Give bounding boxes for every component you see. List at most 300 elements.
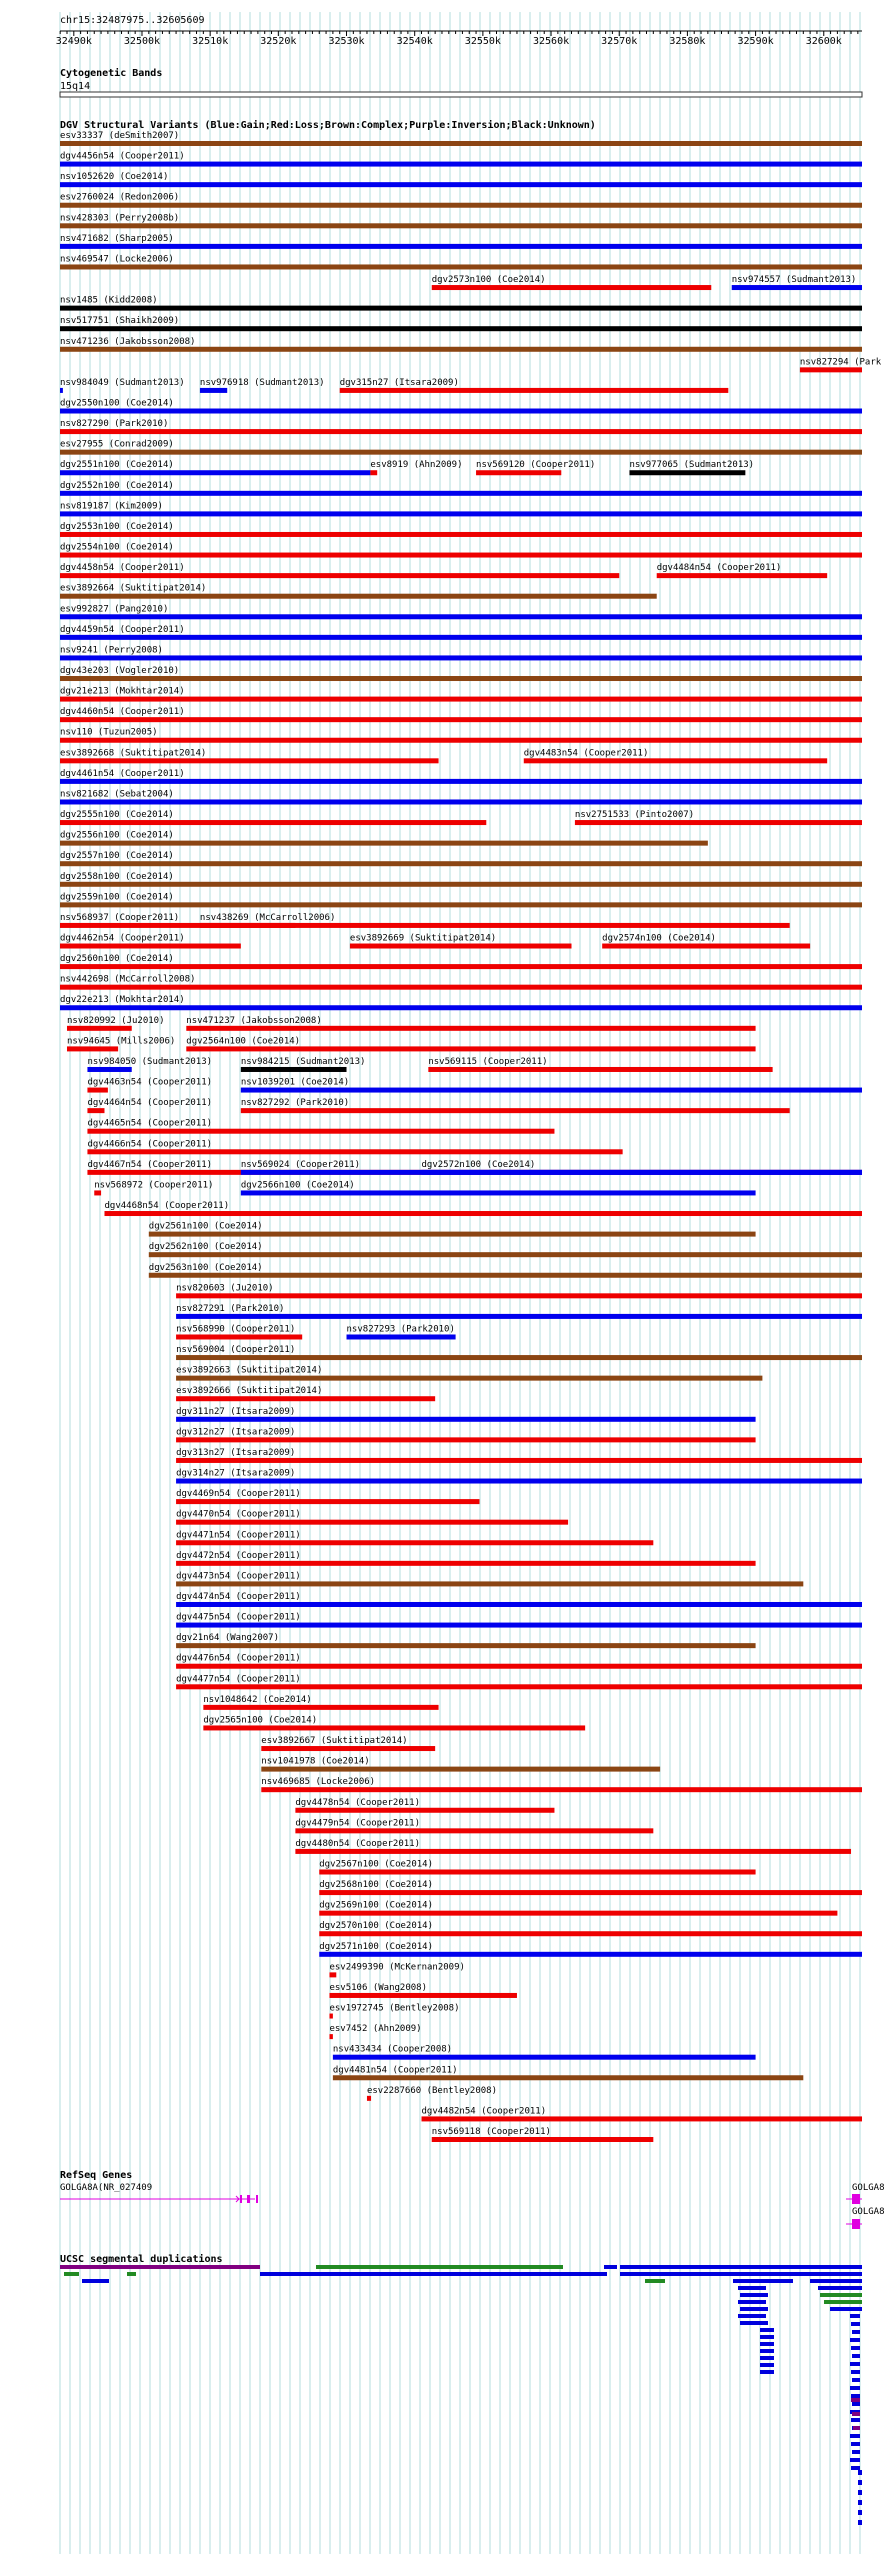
dgv-feature-bar[interactable] bbox=[350, 944, 572, 949]
dgv-feature-bar[interactable] bbox=[60, 758, 439, 763]
segdup-feature[interactable] bbox=[858, 2510, 862, 2515]
dgv-feature-label[interactable]: nsv517751 (Shaikh2009) bbox=[60, 316, 180, 327]
segdup-feature[interactable] bbox=[738, 2286, 766, 2290]
dgv-feature-label[interactable]: nsv1485 (Kidd2008) bbox=[60, 295, 158, 306]
segdup-feature[interactable] bbox=[740, 2321, 768, 2325]
dgv-feature-label[interactable]: nsv568937 (Cooper2011) bbox=[60, 912, 180, 923]
segdup-feature[interactable] bbox=[740, 2307, 768, 2311]
dgv-feature-bar[interactable] bbox=[319, 1890, 862, 1895]
dgv-feature-label[interactable]: nsv569004 (Cooper2011) bbox=[176, 1345, 296, 1356]
dgv-feature-label[interactable]: dgv2557n100 (Coe2014) bbox=[60, 851, 174, 862]
dgv-feature-bar[interactable] bbox=[176, 1355, 862, 1360]
segdup-feature[interactable] bbox=[620, 2272, 862, 2276]
dgv-feature-bar[interactable] bbox=[241, 1088, 862, 1093]
segdup-feature[interactable] bbox=[604, 2265, 617, 2269]
gene-exon[interactable] bbox=[256, 2195, 258, 2203]
dgv-feature-label[interactable]: dgv2565n100 (Coe2014) bbox=[203, 1715, 318, 1726]
dgv-feature-bar[interactable] bbox=[60, 409, 862, 414]
dgv-feature-label[interactable]: dgv2559n100 (Coe2014) bbox=[60, 892, 174, 903]
refseq-gene-label-right-1[interactable]: GOLGA8 bbox=[852, 2183, 885, 2193]
dgv-feature-label[interactable]: dgv4461n54 (Cooper2011) bbox=[60, 768, 185, 779]
dgv-feature-label[interactable]: nsv94645 (Mills2006) bbox=[66, 1036, 176, 1047]
dgv-feature-label[interactable]: nsv820992 (Ju2010) bbox=[66, 1015, 165, 1026]
dgv-feature-bar[interactable] bbox=[176, 1643, 756, 1648]
dgv-feature-bar[interactable] bbox=[60, 573, 619, 578]
dgv-feature-bar[interactable] bbox=[60, 985, 862, 990]
dgv-feature-label[interactable]: nsv1052620 (Coe2014) bbox=[60, 172, 169, 183]
segdup-feature[interactable] bbox=[853, 2426, 860, 2430]
dgv-feature-label[interactable]: nsv471236 (Jakobsson2008) bbox=[60, 336, 196, 347]
segdup-feature[interactable] bbox=[852, 2354, 860, 2358]
dgv-feature-label[interactable]: dgv4480n54 (Cooper2011) bbox=[295, 1838, 421, 1849]
dgv-feature-label[interactable]: nsv827293 (Park2010) bbox=[346, 1324, 455, 1335]
dgv-feature-bar[interactable] bbox=[87, 1149, 622, 1154]
dgv-feature-label[interactable]: dgv4465n54 (Cooper2011) bbox=[87, 1118, 213, 1129]
segdup-feature[interactable] bbox=[760, 2363, 774, 2367]
segdup-feature[interactable] bbox=[316, 2265, 563, 2269]
dgv-feature-bar[interactable] bbox=[60, 882, 862, 887]
segdup-feature[interactable] bbox=[851, 2418, 860, 2422]
dgv-feature-bar[interactable] bbox=[333, 2055, 756, 2060]
segdup-feature[interactable] bbox=[851, 2398, 860, 2402]
dgv-feature-bar[interactable] bbox=[422, 2116, 862, 2121]
dgv-feature-label[interactable]: esv2287660 (Bentley2008) bbox=[366, 2085, 498, 2096]
dgv-feature-bar[interactable] bbox=[60, 264, 862, 269]
dgv-feature-label[interactable]: nsv827294 (Park bbox=[799, 357, 882, 368]
dgv-feature-bar[interactable] bbox=[87, 1067, 131, 1072]
dgv-feature-label[interactable]: dgv2563n100 (Coe2014) bbox=[148, 1262, 263, 1273]
segdup-feature[interactable] bbox=[851, 2442, 860, 2446]
dgv-feature-bar[interactable] bbox=[60, 861, 862, 866]
refseq-gene-label-left[interactable]: GOLGA8A(NR_027409 bbox=[60, 2183, 153, 2193]
dgv-feature-bar[interactable] bbox=[60, 820, 486, 825]
dgv-feature-bar[interactable] bbox=[87, 1129, 554, 1134]
dgv-feature-bar[interactable] bbox=[176, 1437, 756, 1442]
dgv-feature-label[interactable]: dgv2552n100 (Coe2014) bbox=[60, 480, 174, 491]
dgv-feature-bar[interactable] bbox=[60, 532, 862, 537]
dgv-feature-bar[interactable] bbox=[186, 1026, 755, 1031]
dgv-feature-bar[interactable] bbox=[60, 182, 862, 187]
segdup-feature[interactable] bbox=[852, 2412, 860, 2416]
dgv-feature-bar[interactable] bbox=[60, 594, 657, 599]
segdup-feature[interactable] bbox=[760, 2335, 774, 2339]
dgv-feature-bar[interactable] bbox=[176, 1664, 862, 1669]
segdup-feature[interactable] bbox=[851, 2466, 860, 2470]
dgv-feature-bar[interactable] bbox=[329, 1993, 516, 1998]
dgv-feature-bar[interactable] bbox=[176, 1479, 862, 1484]
dgv-feature-label[interactable]: dgv4472n54 (Cooper2011) bbox=[176, 1550, 301, 1561]
dgv-feature-bar[interactable] bbox=[732, 285, 862, 290]
segdup-feature[interactable] bbox=[851, 2370, 860, 2374]
dgv-feature-bar[interactable] bbox=[241, 1190, 756, 1195]
dgv-feature-bar[interactable] bbox=[241, 1108, 790, 1113]
dgv-feature-label[interactable]: dgv4484n54 (Cooper2011) bbox=[656, 563, 782, 574]
dgv-feature-label[interactable]: dgv2554n100 (Coe2014) bbox=[60, 542, 174, 553]
dgv-feature-bar[interactable] bbox=[60, 738, 862, 743]
dgv-feature-bar[interactable] bbox=[176, 1581, 803, 1586]
dgv-feature-bar[interactable] bbox=[295, 1849, 851, 1854]
dgv-feature-bar[interactable] bbox=[60, 511, 862, 516]
segdup-feature[interactable] bbox=[852, 2330, 860, 2334]
dgv-feature-bar[interactable] bbox=[370, 470, 377, 475]
dgv-feature-label[interactable]: nsv438269 (McCarroll2006) bbox=[199, 912, 336, 923]
segdup-feature[interactable] bbox=[127, 2272, 136, 2276]
dgv-feature-label[interactable]: esv8919 (Ahn2009) bbox=[370, 460, 463, 471]
dgv-feature-label[interactable]: dgv4469n54 (Cooper2011) bbox=[176, 1489, 301, 1500]
dgv-feature-bar[interactable] bbox=[60, 717, 862, 722]
segdup-feature[interactable] bbox=[850, 2362, 860, 2366]
dgv-feature-label[interactable]: nsv471682 (Sharp2005) bbox=[60, 233, 174, 244]
dgv-feature-label[interactable]: dgv4481n54 (Cooper2011) bbox=[332, 2065, 458, 2076]
dgv-feature-label[interactable]: nsv827291 (Park2010) bbox=[176, 1303, 285, 1314]
dgv-feature-bar[interactable] bbox=[87, 1088, 107, 1093]
dgv-feature-label[interactable]: esv2499390 (McKernan2009) bbox=[329, 1962, 465, 1973]
dgv-feature-bar[interactable] bbox=[422, 1170, 862, 1175]
dgv-feature-label[interactable]: dgv2551n100 (Coe2014) bbox=[60, 460, 174, 471]
dgv-feature-label[interactable]: dgv2573n100 (Coe2014) bbox=[431, 275, 546, 286]
segdup-feature[interactable] bbox=[818, 2286, 862, 2290]
segdup-feature[interactable] bbox=[858, 2470, 862, 2475]
segdup-feature[interactable] bbox=[830, 2307, 862, 2311]
dgv-feature-label[interactable]: nsv569024 (Cooper2011) bbox=[240, 1159, 361, 1170]
dgv-feature-label[interactable]: dgv4478n54 (Cooper2011) bbox=[295, 1797, 421, 1808]
dgv-feature-label[interactable]: dgv4467n54 (Cooper2011) bbox=[87, 1159, 213, 1170]
segdup-feature[interactable] bbox=[850, 2314, 860, 2318]
dgv-feature-label[interactable]: dgv315n27 (Itsara2009) bbox=[339, 377, 459, 388]
dgv-feature-bar[interactable] bbox=[149, 1252, 862, 1257]
dgv-feature-bar[interactable] bbox=[60, 223, 862, 228]
dgv-feature-bar[interactable] bbox=[60, 779, 862, 784]
segdup-feature[interactable] bbox=[620, 2265, 862, 2269]
segdup-feature[interactable] bbox=[858, 2490, 862, 2495]
dgv-feature-label[interactable]: dgv2558n100 (Coe2014) bbox=[60, 871, 174, 882]
dgv-feature-bar[interactable] bbox=[295, 1828, 653, 1833]
dgv-feature-bar[interactable] bbox=[60, 923, 790, 928]
dgv-feature-label[interactable]: nsv819187 (Kim2009) bbox=[60, 501, 163, 512]
dgv-feature-label[interactable]: dgv4464n54 (Cooper2011) bbox=[87, 1098, 213, 1109]
dgv-feature-label[interactable]: esv5106 (Wang2008) bbox=[329, 1982, 428, 1993]
segdup-feature[interactable] bbox=[738, 2314, 766, 2318]
dgv-feature-bar[interactable] bbox=[176, 1684, 862, 1689]
dgv-feature-bar[interactable] bbox=[340, 388, 729, 393]
dgv-feature-label[interactable]: dgv2571n100 (Coe2014) bbox=[319, 1941, 434, 1952]
dgv-feature-label[interactable]: nsv984049 (Sudmant2013) bbox=[60, 377, 185, 388]
dgv-feature-bar[interactable] bbox=[524, 758, 827, 763]
segdup-feature[interactable] bbox=[851, 2346, 860, 2350]
segdup-feature[interactable] bbox=[820, 2293, 862, 2297]
dgv-feature-label[interactable]: esv3892666 (Suktitipat2014) bbox=[176, 1386, 323, 1397]
segdup-feature[interactable] bbox=[760, 2328, 774, 2332]
dgv-feature-bar[interactable] bbox=[333, 2075, 803, 2080]
dgv-feature-label[interactable]: nsv569120 (Cooper2011) bbox=[476, 460, 596, 471]
dgv-feature-bar[interactable] bbox=[60, 697, 862, 702]
segdup-feature[interactable] bbox=[60, 2265, 260, 2269]
dgv-feature-label[interactable]: nsv827292 (Park2010) bbox=[240, 1098, 350, 1109]
gene-exon[interactable] bbox=[247, 2195, 250, 2203]
dgv-feature-bar[interactable] bbox=[629, 470, 745, 475]
dgv-feature-label[interactable]: dgv4471n54 (Cooper2011) bbox=[176, 1530, 301, 1541]
dgv-feature-label[interactable]: dgv2570n100 (Coe2014) bbox=[319, 1921, 434, 1932]
dgv-feature-bar[interactable] bbox=[104, 1211, 862, 1216]
dgv-feature-bar[interactable] bbox=[176, 1602, 862, 1607]
dgv-feature-bar[interactable] bbox=[295, 1808, 554, 1813]
dgv-feature-label[interactable]: dgv2567n100 (Coe2014) bbox=[319, 1859, 434, 1870]
dgv-feature-label[interactable]: nsv569115 (Cooper2011) bbox=[428, 1056, 548, 1067]
dgv-feature-bar[interactable] bbox=[176, 1458, 862, 1463]
dgv-feature-label[interactable]: esv3892663 (Suktitipat2014) bbox=[176, 1365, 323, 1376]
segdup-feature[interactable] bbox=[858, 2500, 862, 2505]
dgv-feature-bar[interactable] bbox=[203, 1705, 438, 1710]
dgv-feature-label[interactable]: dgv4468n54 (Cooper2011) bbox=[104, 1201, 230, 1212]
dgv-feature-label[interactable]: nsv1041978 (Coe2014) bbox=[261, 1756, 370, 1767]
dgv-feature-bar[interactable] bbox=[60, 162, 862, 167]
dgv-feature-bar[interactable] bbox=[176, 1396, 435, 1401]
dgv-feature-label[interactable]: dgv2561n100 (Coe2014) bbox=[148, 1221, 263, 1232]
dgv-feature-label[interactable]: dgv4459n54 (Cooper2011) bbox=[60, 624, 185, 635]
dgv-feature-bar[interactable] bbox=[60, 902, 862, 907]
dgv-feature-bar[interactable] bbox=[149, 1232, 756, 1237]
dgv-feature-label[interactable]: dgv4476n54 (Cooper2011) bbox=[176, 1653, 301, 1664]
dgv-feature-label[interactable]: nsv569118 (Cooper2011) bbox=[431, 2127, 551, 2137]
dgv-feature-bar[interactable] bbox=[176, 1293, 862, 1298]
dgv-feature-bar[interactable] bbox=[60, 676, 862, 681]
dgv-feature-label[interactable]: dgv2568n100 (Coe2014) bbox=[319, 1880, 434, 1891]
dgv-feature-bar[interactable] bbox=[329, 2034, 332, 2039]
dgv-feature-label[interactable]: nsv9241 (Perry2008) bbox=[60, 645, 163, 656]
dgv-feature-label[interactable]: nsv820603 (Ju2010) bbox=[176, 1283, 274, 1294]
dgv-feature-bar[interactable] bbox=[176, 1520, 568, 1525]
segdup-feature[interactable] bbox=[850, 2338, 860, 2342]
segdup-feature[interactable] bbox=[760, 2356, 774, 2360]
dgv-feature-label[interactable]: dgv4463n54 (Cooper2011) bbox=[87, 1077, 213, 1088]
dgv-feature-bar[interactable] bbox=[60, 203, 862, 208]
dgv-feature-label[interactable]: esv3892664 (Suktitipat2014) bbox=[60, 583, 207, 594]
dgv-feature-label[interactable]: nsv1039201 (Coe2014) bbox=[240, 1077, 350, 1088]
dgv-feature-bar[interactable] bbox=[176, 1499, 479, 1504]
dgv-feature-label[interactable]: dgv2564n100 (Coe2014) bbox=[186, 1036, 301, 1047]
dgv-feature-label[interactable]: dgv314n27 (Itsara2009) bbox=[176, 1468, 296, 1479]
dgv-feature-bar[interactable] bbox=[319, 1869, 755, 1874]
dgv-feature-bar[interactable] bbox=[319, 1931, 862, 1936]
dgv-feature-bar[interactable] bbox=[60, 470, 370, 475]
dgv-feature-label[interactable]: esv3892668 (Suktitipat2014) bbox=[60, 748, 207, 759]
dgv-feature-bar[interactable] bbox=[60, 347, 862, 352]
dgv-feature-bar[interactable] bbox=[319, 1952, 862, 1957]
dgv-feature-label[interactable]: dgv4456n54 (Cooper2011) bbox=[60, 151, 185, 162]
dgv-feature-label[interactable]: dgv22e213 (Mokhtar2014) bbox=[60, 995, 185, 1006]
segdup-feature[interactable] bbox=[852, 2450, 860, 2454]
dgv-feature-label[interactable]: dgv2574n100 (Coe2014) bbox=[602, 933, 716, 944]
dgv-feature-bar[interactable] bbox=[203, 1725, 585, 1730]
segdup-feature[interactable] bbox=[850, 2458, 860, 2462]
dgv-feature-bar[interactable] bbox=[367, 2096, 371, 2101]
dgv-feature-bar[interactable] bbox=[60, 491, 862, 496]
dgv-feature-label[interactable]: nsv469685 (Locke2006) bbox=[261, 1777, 376, 1788]
dgv-feature-bar[interactable] bbox=[176, 1314, 862, 1319]
segdup-feature[interactable] bbox=[852, 2378, 860, 2382]
segdup-feature[interactable] bbox=[824, 2300, 862, 2304]
dgv-feature-bar[interactable] bbox=[329, 2014, 332, 2019]
segdup-feature[interactable] bbox=[850, 2386, 860, 2390]
dgv-feature-label[interactable]: dgv4477n54 (Cooper2011) bbox=[176, 1674, 301, 1685]
dgv-feature-label[interactable]: dgv2550n100 (Coe2014) bbox=[60, 398, 174, 409]
dgv-feature-bar[interactable] bbox=[60, 306, 862, 311]
dgv-feature-label[interactable]: nsv469547 (Locke2006) bbox=[60, 254, 174, 265]
dgv-feature-label[interactable]: nsv1048642 (Coe2014) bbox=[203, 1694, 312, 1705]
dgv-feature-label[interactable]: dgv4479n54 (Cooper2011) bbox=[295, 1818, 421, 1829]
dgv-feature-bar[interactable] bbox=[800, 367, 862, 372]
dgv-feature-label[interactable]: esv27955 (Conrad2009) bbox=[60, 439, 174, 450]
dgv-feature-bar[interactable] bbox=[432, 2137, 654, 2142]
dgv-feature-bar[interactable] bbox=[94, 1190, 101, 1195]
dgv-feature-label[interactable]: nsv568972 (Cooper2011) bbox=[94, 1180, 214, 1191]
dgv-feature-bar[interactable] bbox=[602, 944, 810, 949]
dgv-feature-bar[interactable] bbox=[60, 429, 862, 434]
segdup-feature[interactable] bbox=[858, 2480, 862, 2485]
dgv-feature-bar[interactable] bbox=[60, 944, 241, 949]
dgv-feature-bar[interactable] bbox=[329, 1972, 336, 1977]
dgv-feature-label[interactable]: dgv2569n100 (Coe2014) bbox=[319, 1900, 434, 1911]
dgv-feature-bar[interactable] bbox=[60, 326, 862, 331]
dgv-feature-label[interactable]: dgv43e203 (Vogler2010) bbox=[60, 666, 180, 677]
segdup-feature[interactable] bbox=[760, 2349, 774, 2353]
dgv-feature-bar[interactable] bbox=[60, 388, 63, 393]
segdup-feature[interactable] bbox=[738, 2300, 766, 2304]
dgv-feature-label[interactable]: dgv21e213 (Mokhtar2014) bbox=[60, 686, 185, 697]
dgv-feature-bar[interactable] bbox=[657, 573, 827, 578]
dgv-feature-label[interactable]: dgv4475n54 (Cooper2011) bbox=[176, 1612, 301, 1623]
segdup-feature[interactable] bbox=[760, 2342, 774, 2346]
dgv-feature-bar[interactable] bbox=[60, 141, 862, 146]
dgv-feature-bar[interactable] bbox=[347, 1334, 456, 1339]
dgv-feature-label[interactable]: nsv110 (Tuzun2005) bbox=[60, 727, 158, 738]
dgv-feature-bar[interactable] bbox=[200, 923, 295, 928]
dgv-feature-label[interactable]: nsv821682 (Sebat2004) bbox=[60, 789, 174, 800]
dgv-feature-bar[interactable] bbox=[60, 244, 862, 249]
dgv-feature-bar[interactable] bbox=[60, 799, 862, 804]
segdup-feature[interactable] bbox=[852, 2402, 860, 2406]
dgv-feature-label[interactable]: dgv4474n54 (Cooper2011) bbox=[176, 1591, 301, 1602]
dgv-feature-bar[interactable] bbox=[60, 450, 862, 455]
dgv-feature-label[interactable]: nsv976918 (Sudmant2013) bbox=[199, 377, 325, 388]
dgv-feature-label[interactable]: esv1972745 (Bentley2008) bbox=[329, 2003, 460, 2014]
dgv-feature-label[interactable]: dgv312n27 (Itsara2009) bbox=[176, 1427, 296, 1438]
dgv-feature-label[interactable]: dgv21n64 (Wang2007) bbox=[176, 1633, 280, 1644]
dgv-feature-bar[interactable] bbox=[261, 1767, 660, 1772]
dgv-feature-label[interactable]: dgv4482n54 (Cooper2011) bbox=[421, 2106, 547, 2117]
segdup-feature[interactable] bbox=[260, 2272, 607, 2276]
dgv-feature-label[interactable]: dgv4466n54 (Cooper2011) bbox=[87, 1139, 213, 1150]
dgv-feature-label[interactable]: nsv984215 (Sudmant2013) bbox=[240, 1056, 366, 1067]
dgv-feature-label[interactable]: nsv568990 (Cooper2011) bbox=[176, 1324, 296, 1335]
segdup-feature[interactable] bbox=[810, 2279, 862, 2283]
segdup-feature[interactable] bbox=[64, 2272, 79, 2276]
dgv-feature-bar[interactable] bbox=[60, 841, 708, 846]
dgv-feature-label[interactable]: dgv4460n54 (Cooper2011) bbox=[60, 707, 185, 718]
dgv-feature-label[interactable]: esv7452 (Ahn2009) bbox=[329, 2024, 422, 2035]
dgv-feature-label[interactable]: nsv2751533 (Pinto2007) bbox=[574, 810, 695, 821]
dgv-feature-bar[interactable] bbox=[176, 1561, 756, 1566]
dgv-feature-label[interactable]: esv3892669 (Suktitipat2014) bbox=[349, 933, 497, 944]
dgv-feature-label[interactable]: dgv4458n54 (Cooper2011) bbox=[60, 563, 185, 574]
dgv-feature-label[interactable]: nsv433434 (Cooper2008) bbox=[332, 2044, 453, 2055]
dgv-feature-bar[interactable] bbox=[67, 1046, 118, 1051]
dgv-feature-bar[interactable] bbox=[87, 1108, 104, 1113]
dgv-feature-bar[interactable] bbox=[176, 1540, 653, 1545]
segdup-feature[interactable] bbox=[733, 2279, 793, 2283]
dgv-feature-label[interactable]: esv3892667 (Suktitipat2014) bbox=[261, 1736, 408, 1747]
dgv-feature-label[interactable]: nsv471237 (Jakobsson2008) bbox=[186, 1015, 322, 1026]
gene-exon[interactable] bbox=[852, 2194, 860, 2204]
dgv-feature-label[interactable]: dgv2556n100 (Coe2014) bbox=[60, 830, 174, 841]
segdup-feature[interactable] bbox=[858, 2520, 862, 2525]
dgv-feature-bar[interactable] bbox=[60, 1005, 862, 1010]
dgv-feature-bar[interactable] bbox=[60, 655, 862, 660]
dgv-feature-label[interactable]: nsv428303 (Perry2008b) bbox=[60, 213, 180, 224]
dgv-feature-bar[interactable] bbox=[261, 1787, 862, 1792]
dgv-feature-label[interactable]: dgv313n27 (Itsara2009) bbox=[176, 1447, 296, 1458]
dgv-feature-bar[interactable] bbox=[432, 285, 712, 290]
segdup-feature[interactable] bbox=[740, 2293, 768, 2297]
dgv-feature-bar[interactable] bbox=[60, 964, 862, 969]
dgv-feature-label[interactable]: dgv311n27 (Itsara2009) bbox=[176, 1406, 296, 1417]
dgv-feature-bar[interactable] bbox=[176, 1376, 762, 1381]
dgv-feature-label[interactable]: dgv2560n100 (Coe2014) bbox=[60, 954, 174, 965]
dgv-feature-bar[interactable] bbox=[428, 1067, 772, 1072]
dgv-feature-label[interactable]: dgv4462n54 (Cooper2011) bbox=[60, 933, 185, 944]
cytoband-bar[interactable] bbox=[60, 92, 862, 97]
segdup-feature[interactable] bbox=[851, 2322, 860, 2326]
gene-exon[interactable] bbox=[240, 2195, 242, 2203]
dgv-feature-label[interactable]: dgv2555n100 (Coe2014) bbox=[60, 810, 174, 821]
dgv-feature-bar[interactable] bbox=[186, 1046, 755, 1051]
dgv-feature-label[interactable]: dgv2562n100 (Coe2014) bbox=[148, 1242, 263, 1253]
segdup-feature[interactable] bbox=[851, 2394, 860, 2398]
dgv-feature-bar[interactable] bbox=[60, 614, 862, 619]
dgv-feature-bar[interactable] bbox=[319, 1911, 837, 1916]
dgv-feature-bar[interactable] bbox=[60, 635, 862, 640]
dgv-feature-label[interactable]: dgv2553n100 (Coe2014) bbox=[60, 521, 174, 532]
dgv-feature-bar[interactable] bbox=[67, 1026, 132, 1031]
dgv-feature-label[interactable]: nsv984050 (Sudmant2013) bbox=[87, 1056, 213, 1067]
dgv-feature-bar[interactable] bbox=[241, 1067, 347, 1072]
dgv-feature-label[interactable]: nsv977065 (Sudmant2013) bbox=[629, 460, 755, 471]
dgv-feature-label[interactable]: dgv4473n54 (Cooper2011) bbox=[176, 1571, 301, 1582]
dgv-feature-bar[interactable] bbox=[575, 820, 862, 825]
segdup-feature[interactable] bbox=[850, 2434, 860, 2438]
dgv-feature-label[interactable]: dgv2566n100 (Coe2014) bbox=[240, 1180, 355, 1191]
dgv-feature-bar[interactable] bbox=[176, 1623, 862, 1628]
dgv-feature-label[interactable]: esv992827 (Pang2010) bbox=[60, 604, 169, 615]
dgv-feature-label[interactable]: esv2760024 (Redon2006) bbox=[60, 192, 180, 203]
dgv-feature-bar[interactable] bbox=[200, 388, 227, 393]
dgv-feature-bar[interactable] bbox=[176, 1334, 302, 1339]
segdup-feature[interactable] bbox=[645, 2279, 665, 2283]
dgv-feature-bar[interactable] bbox=[176, 1417, 756, 1422]
dgv-feature-bar[interactable] bbox=[261, 1746, 435, 1751]
dgv-feature-label[interactable]: esv33337 (deSmith2007) bbox=[60, 131, 180, 141]
refseq-gene-label-right-2[interactable]: GOLGA8 bbox=[852, 2207, 885, 2217]
dgv-feature-bar[interactable] bbox=[476, 470, 561, 475]
dgv-feature-label[interactable]: nsv974557 (Sudmant2013) bbox=[731, 275, 857, 286]
dgv-feature-bar[interactable] bbox=[60, 553, 862, 558]
dgv-feature-label[interactable]: nsv827290 (Park2010) bbox=[60, 419, 169, 430]
dgv-feature-label[interactable]: dgv4470n54 (Cooper2011) bbox=[176, 1509, 301, 1520]
dgv-feature-label[interactable]: dgv4483n54 (Cooper2011) bbox=[523, 748, 649, 759]
dgv-feature-label[interactable]: dgv2572n100 (Coe2014) bbox=[421, 1159, 536, 1170]
dgv-feature-bar[interactable] bbox=[149, 1273, 862, 1278]
segdup-feature[interactable] bbox=[82, 2279, 109, 2283]
